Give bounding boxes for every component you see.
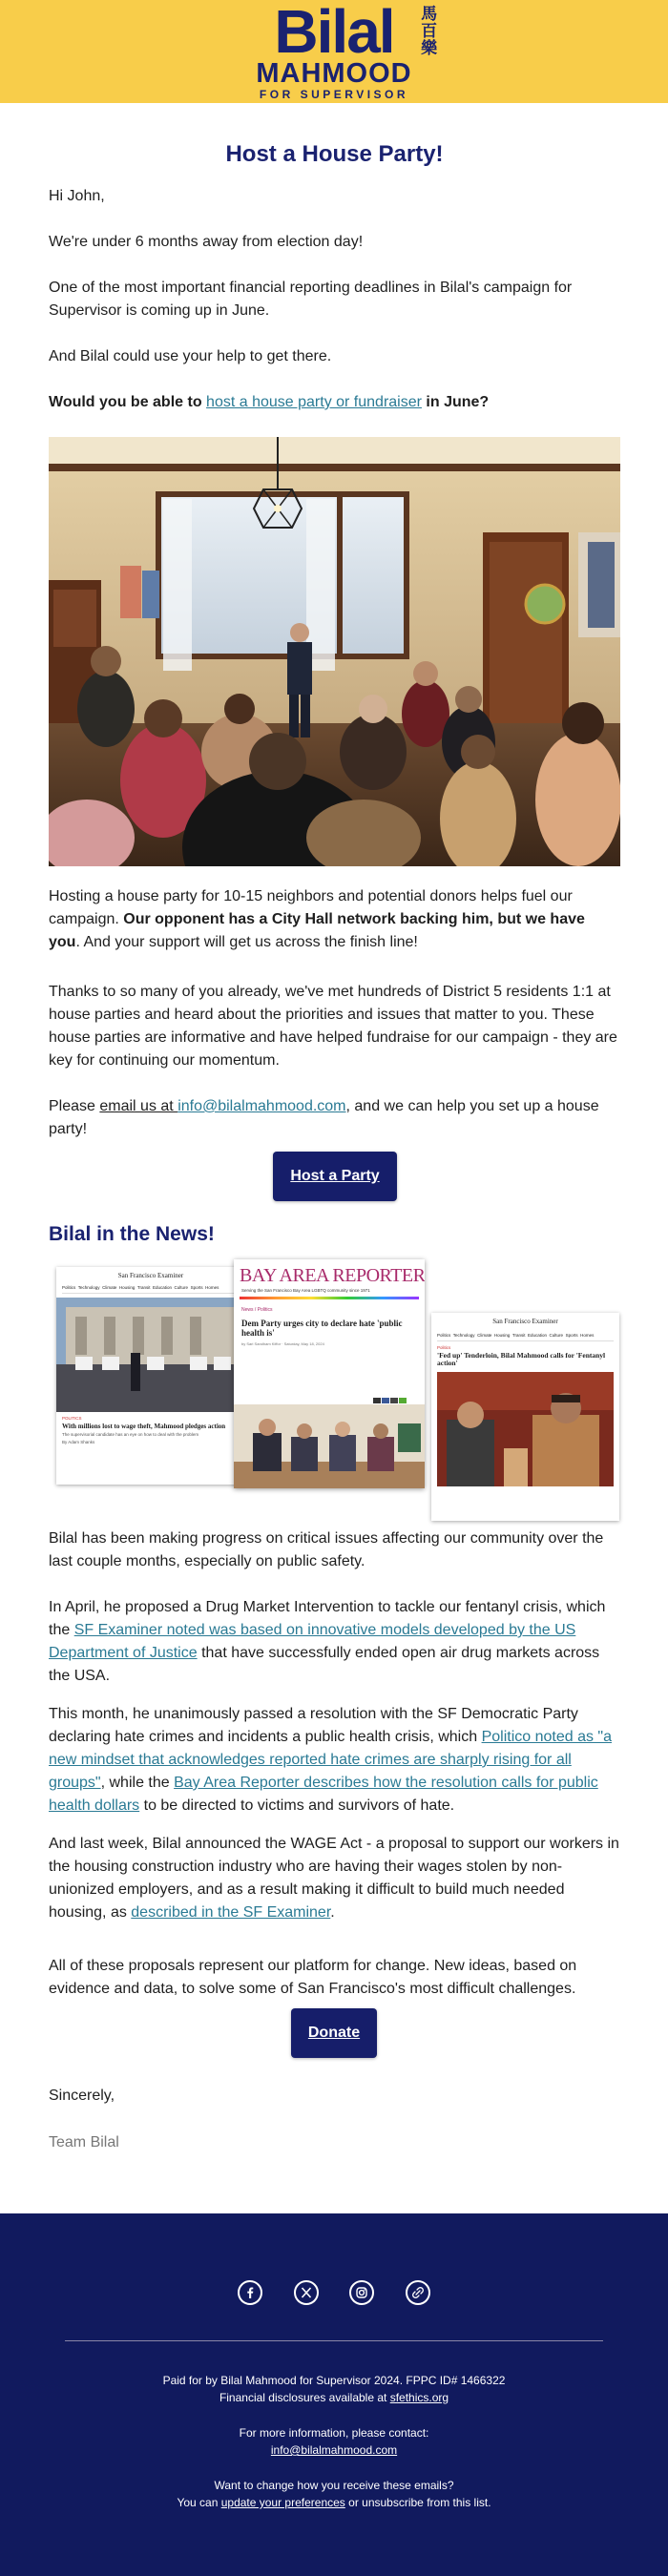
drug-market-suffix: that have successfully ended open air drug markets across the USA. xyxy=(49,1645,600,1684)
house-party-text: Hosting a house party for 10-15 neighbors and potential donors helps fuel our campaign. xyxy=(49,888,573,927)
paid-for-text: Paid for by Bilal Mahmood for Supervisor 2024. FPPC ID# 1466322 xyxy=(162,2374,506,2387)
clip1-nav-item: Culture xyxy=(174,1285,189,1290)
clip3-headline: 'Fed up' Tenderloin, Bilal Mahmood calls for 'Fentanyl action' xyxy=(437,1351,606,1367)
clip3-tag: Politics xyxy=(437,1345,451,1350)
clip1-nav-item: Sports xyxy=(190,1285,203,1290)
sfethics-link[interactable]: sfethics.org xyxy=(389,2391,449,2404)
hate-crimes-suffix: to be directed to victims and survivors of hate. xyxy=(139,1797,455,1814)
clip1-nav-item: Education xyxy=(153,1285,173,1290)
clip1-nav-item: Politics xyxy=(62,1285,76,1290)
clip3-nav-item: Transit xyxy=(511,1333,526,1338)
signature: Team Bilal xyxy=(49,2134,119,2150)
clip3-nav-item: Technology xyxy=(452,1333,475,1338)
clip2-photo xyxy=(234,1404,425,1488)
donate-button[interactable]: Donate xyxy=(291,2008,377,2058)
politico-link[interactable]: Politico noted as "a new mindset that acknowledges reported hate crimes are sharply rising for all groups" xyxy=(49,1729,612,1791)
social-links xyxy=(0,2280,668,2305)
clip1-sub: The supervisorial candidate has an eye on how to deal with the problem xyxy=(62,1432,199,1437)
clip3-nav-item: Homes xyxy=(580,1333,595,1338)
preferences-line xyxy=(0,2494,668,2511)
paragraph-wage-act xyxy=(49,1833,620,1924)
closing: Sincerely, xyxy=(49,2088,115,2104)
clip3-nav-item: Housing xyxy=(493,1333,511,1338)
paragraph-deadline: One of the most important financial reporting deadlines in Bilal's campaign for Supervisor is coming up in June. xyxy=(49,280,573,319)
footer-divider xyxy=(65,2340,603,2341)
examiner-clip-wage-theft xyxy=(56,1267,245,1485)
clip3-nav-item: Climate xyxy=(477,1333,492,1338)
email-footer xyxy=(0,2213,668,2576)
sf-examiner-wage-link[interactable]: described in the SF Examiner xyxy=(131,1904,331,1921)
email-address-link[interactable]: info@bilalmahmood.com xyxy=(177,1098,346,1114)
disclosures-line xyxy=(0,2389,668,2406)
clip2-byline: by Sari Sandham Kiffor · Saturday, May 18, 2024 xyxy=(241,1341,324,1346)
question-suffix: in June? xyxy=(421,394,490,410)
clip3-nav-item: Education xyxy=(528,1333,548,1338)
examiner-clip-tenderloin xyxy=(431,1313,619,1521)
news-clippings xyxy=(56,1259,619,1522)
paragraph-progress: Bilal has been making progress on critical issues affecting our community over the last couple months, especially on public safety. xyxy=(49,1530,604,1569)
host-party-link[interactable]: host a house party or fundraiser xyxy=(206,394,422,410)
clip1-tag: POLITICS xyxy=(62,1416,82,1421)
clip3-masthead: San Francisco Examiner xyxy=(492,1318,558,1325)
hate-crimes-middle: , while the xyxy=(100,1775,175,1791)
paragraph-help: And Bilal could use your help to get there. xyxy=(49,348,332,364)
bay-area-reporter-link[interactable]: Bay Area Reporter describes how the resolution calls for public health dollars xyxy=(49,1775,598,1814)
clip1-nav-item: Technology xyxy=(77,1285,100,1290)
paragraph-platform: All of these proposals represent our platform for change. New ideas, based on evidence and data, to solve some of San Francisco's most difficult challenges. xyxy=(49,1958,577,1997)
paragraph-house-party xyxy=(49,885,620,954)
disclosures-prefix: Financial disclosures available at xyxy=(219,2391,390,2404)
clip2-crumb-text: Politics xyxy=(257,1307,273,1313)
paragraph-election: We're under 6 months away from election day! xyxy=(49,234,364,250)
instagram-icon[interactable] xyxy=(349,2280,374,2305)
hate-crimes-prefix: This month, he unanimously passed a resolution with the SF Democratic Party declaring hate crimes and incidents a public health crisis, which xyxy=(49,1706,578,1745)
clip1-headline: With millions lost to wage theft, Mahmood pledges action xyxy=(62,1423,226,1430)
change-emails-text: Want to change how you receive these emails? xyxy=(214,2479,454,2492)
email-title: Host a House Party! xyxy=(225,141,444,167)
email-us-link[interactable]: email us at xyxy=(99,1098,178,1114)
sf-examiner-doj-link[interactable]: SF Examiner noted was based on innovative models developed by the US Department of Justice xyxy=(49,1622,576,1661)
clip1-byline: By Adam Shanks xyxy=(62,1440,95,1444)
paragraph-question xyxy=(49,391,620,414)
clip1-nav-item: Climate xyxy=(102,1285,117,1290)
email-us-prefix: Please xyxy=(49,1098,100,1114)
paragraph-drug-market xyxy=(49,1596,620,1688)
paragraph-email-us xyxy=(49,1095,620,1141)
bay-area-reporter-clip xyxy=(234,1259,425,1488)
greeting: Hi John, xyxy=(49,188,105,204)
preferences-prefix: You can xyxy=(177,2496,221,2509)
clip2-crumb: News / Politics xyxy=(241,1307,273,1313)
house-party-illustration xyxy=(49,437,620,866)
host-a-party-button[interactable]: Host a Party xyxy=(273,1152,397,1201)
x-icon[interactable] xyxy=(294,2280,319,2305)
clip1-nav-item: Housing xyxy=(118,1285,136,1290)
wage-act-prefix: And last week, Bilal announced the WAGE Act - a proposal to support our workers in the housing construction industry who are having their wages stolen by non-unionized employers, and as a result making it difficult to build much needed housing, as xyxy=(49,1836,619,1921)
update-preferences-link[interactable]: update your preferences xyxy=(220,2496,345,2509)
clip3-nav-item: Politics xyxy=(437,1333,451,1338)
house-party-photo xyxy=(49,437,620,866)
news-heading: Bilal in the News! xyxy=(49,1223,215,1245)
clip3-nav-item: Culture xyxy=(549,1333,564,1338)
clip2-headline: Dem Party urges city to declare hate 'public health is' xyxy=(241,1319,403,1338)
logo-chinese-name: 馬百樂 xyxy=(421,5,438,57)
clip2-tagline: Serving the San Francisco Bay Area LGBTQ community since 1971 xyxy=(241,1288,370,1293)
campaign-logo[interactable] xyxy=(0,0,668,103)
logo-tagline: FOR SUPERVISOR xyxy=(259,88,409,101)
opponent-bold-text: Our opponent has a City Hall network backing him, but we have you xyxy=(49,911,585,950)
link-icon[interactable] xyxy=(406,2280,430,2305)
clip1-nav-item: Homes xyxy=(205,1285,219,1290)
question-prefix: Would you be able to xyxy=(49,394,207,410)
support-text: . And your support will get us across the finish line! xyxy=(75,934,418,950)
clip3-nav xyxy=(437,1333,614,1341)
footer-email-link[interactable]: info@bilalmahmood.com xyxy=(270,2443,398,2457)
wage-act-suffix: . xyxy=(330,1904,335,1921)
paragraph-hate-crimes xyxy=(49,1703,620,1818)
email-us-suffix: , and we can help you set up a house party! xyxy=(49,1098,599,1137)
email-header xyxy=(0,0,668,103)
info-email-line xyxy=(0,2441,668,2459)
drug-market-prefix: In April, he proposed a Drug Market Intervention to tackle our fentanyl crisis, which the xyxy=(49,1599,606,1638)
preferences-suffix: or unsubscribe from this list. xyxy=(344,2496,491,2509)
clip1-nav-item: Transit xyxy=(136,1285,151,1290)
clip2-rainbow-rule xyxy=(240,1297,419,1299)
clip2-masthead: BAY AREA REPORTER xyxy=(240,1265,425,1286)
paragraph-momentum: Thanks to so many of you already, we've met hundreds of District 5 residents 1:1 at house parties and heard about the priorities and issues that matter to you. These house parties are informative and have helped fundraise for our campaign - they are key for continuing our momentum. xyxy=(49,984,617,1069)
clip3-nav-item: Sports xyxy=(565,1333,578,1338)
clip3-photo xyxy=(437,1372,614,1486)
clip2-section: News xyxy=(241,1307,254,1313)
facebook-icon[interactable] xyxy=(238,2280,262,2305)
clip1-nav xyxy=(62,1285,240,1294)
info-contact-text: For more information, please contact: xyxy=(239,2426,429,2440)
clip1-masthead: San Francisco Examiner xyxy=(117,1272,184,1279)
logo-surname: MAHMOOD xyxy=(256,58,412,89)
clip1-photo xyxy=(56,1298,245,1412)
logo-first-name: Bilal xyxy=(274,0,394,66)
